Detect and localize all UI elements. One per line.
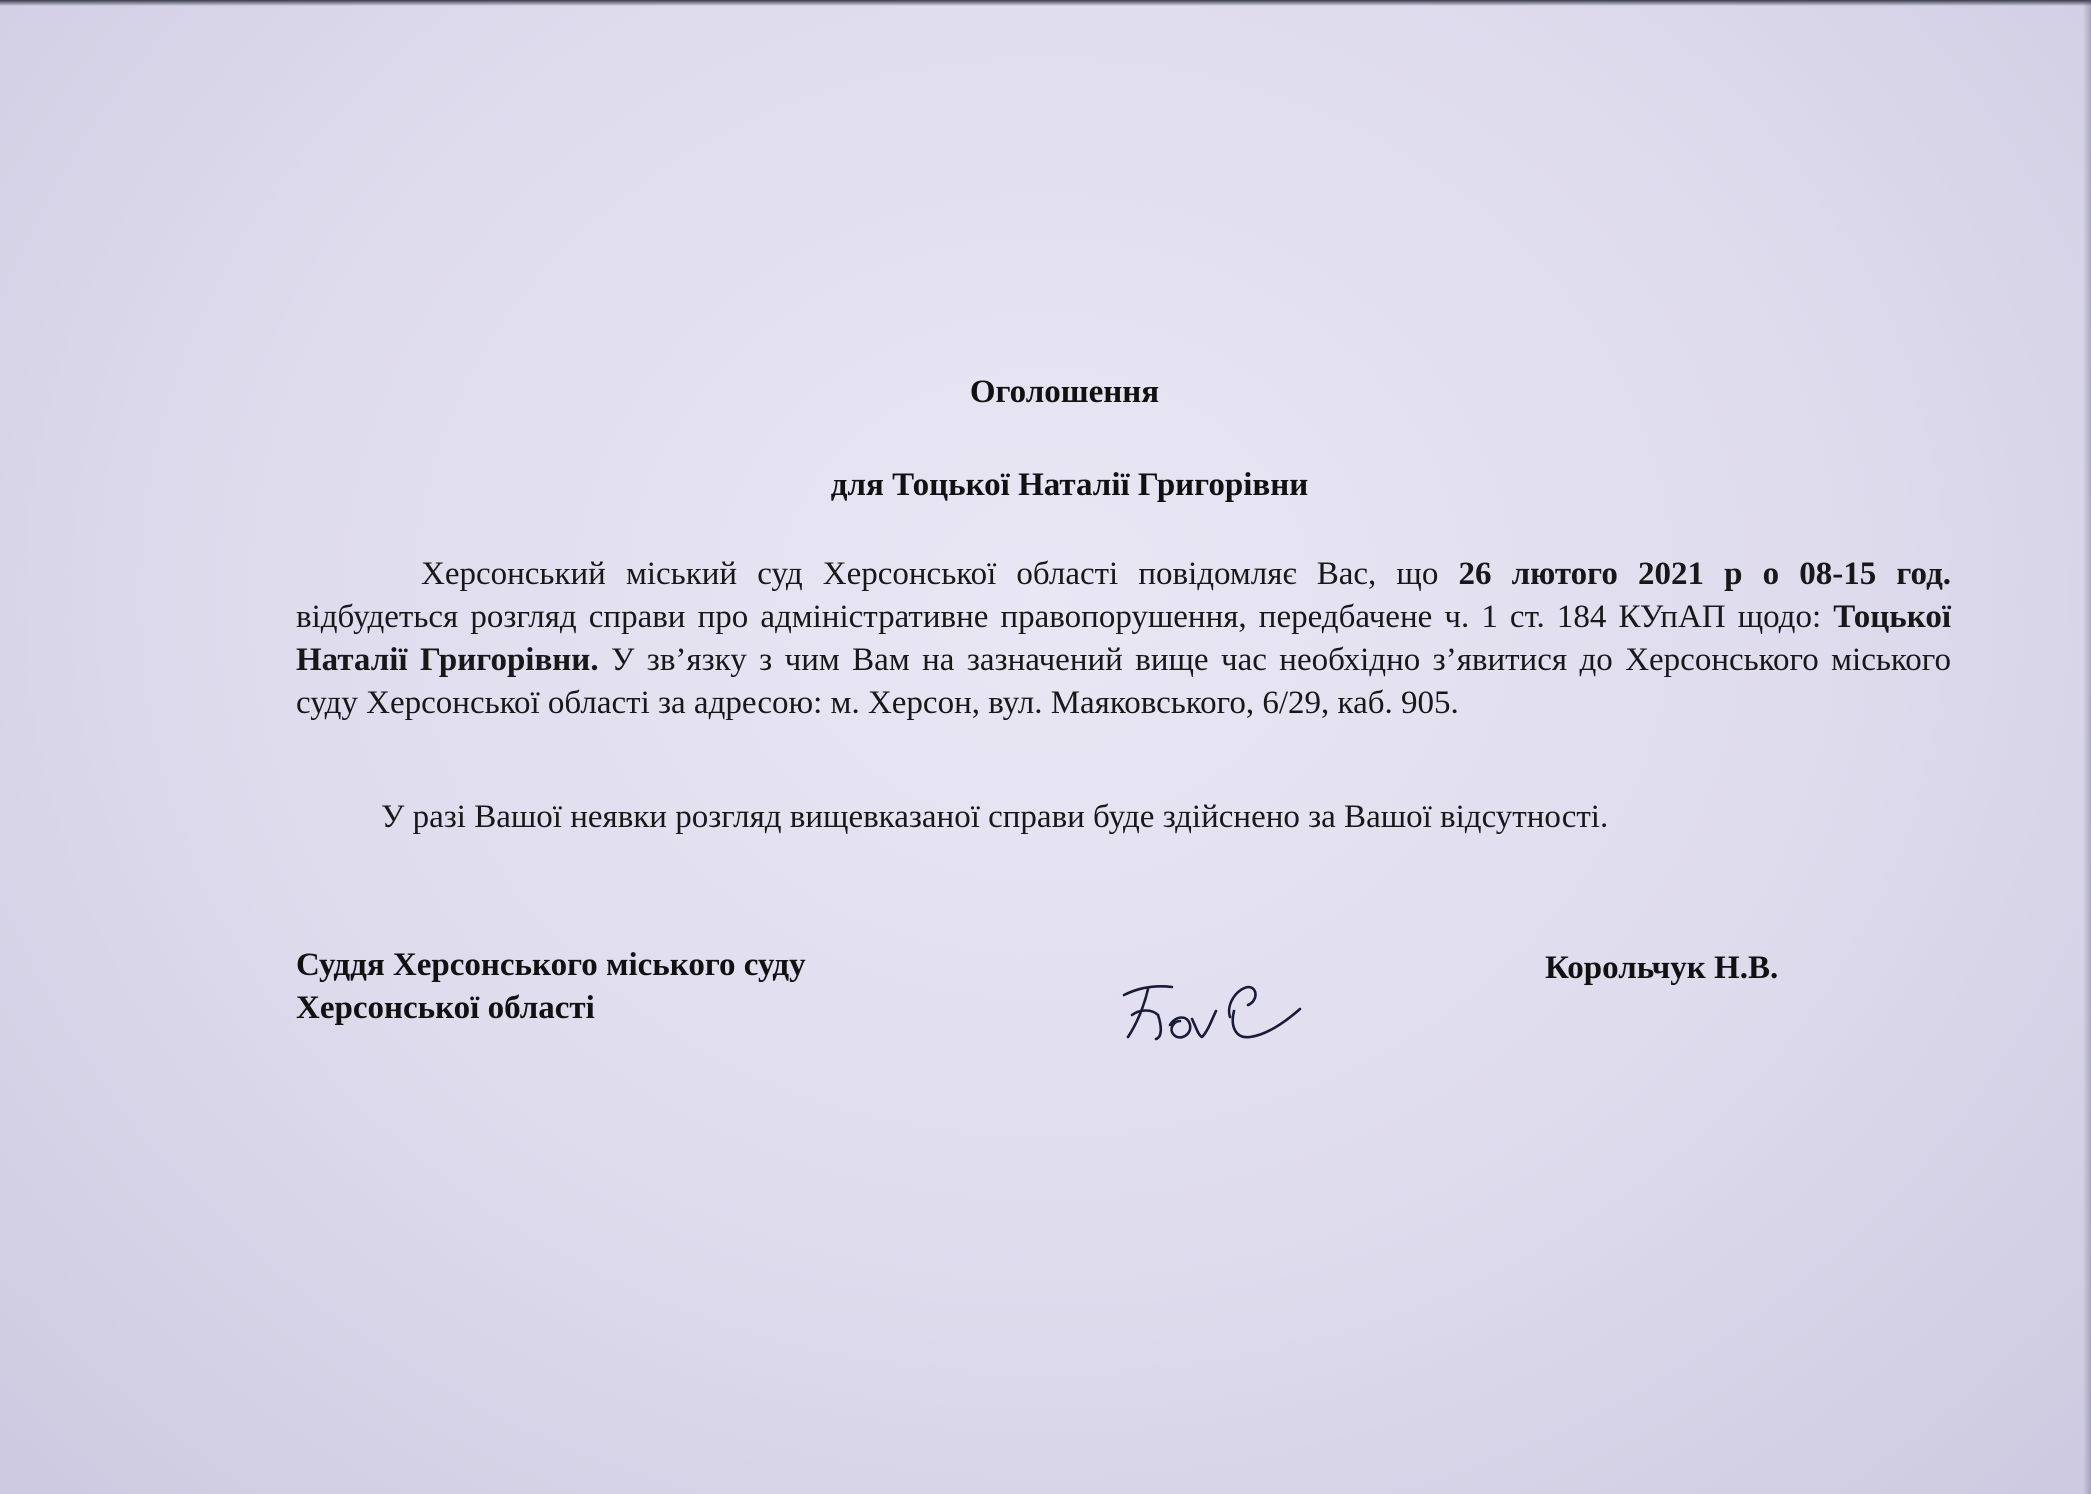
notice-paragraph-absence: У разі Вашої неявки розгляд вищевказаної справи буде здійснено за Вашої відсутності.	[381, 799, 1609, 835]
notice-paragraph-hearing	[296, 553, 1951, 725]
hearing-date-time: 26 лютого 2021 р о 08-15 год.	[1458, 556, 1952, 592]
judge-position-line2: Херсонської області	[296, 990, 595, 1026]
hearing-text-address: У зв’язку з чим Вам на зазначений вище час необхідно з’явитися до Херсонського міського суду Херсонської області за адресою: м. Херсон, вул. Маяковського, 6/29, каб. 905.	[296, 642, 1951, 721]
paper-edge-shadow	[0, 0, 2091, 6]
notice-title: Оголошення	[969, 374, 1160, 410]
hearing-text-case: відбудеться розгляд справи про адміністративне правопорушення, передбачене ч. 1 ст. 184 КУпАП щодо:	[296, 599, 1834, 635]
hearing-text-intro: Херсонський міський суд Херсонської області повідомляє Вас, що	[421, 556, 1459, 592]
judge-position-line1: Суддя Херсонського міського суду	[296, 947, 806, 983]
handwritten-signature	[1118, 975, 1308, 1055]
paper-side-shadow	[2083, 0, 2091, 1494]
judge-position	[296, 944, 806, 1030]
notice-addressee: для Тоцької Наталії Григорівни	[830, 467, 1309, 503]
judge-name: Корольчук Н.В.	[1545, 950, 1779, 986]
hearing-person-name: Тоцької Наталії Григорівни.	[296, 599, 1951, 678]
